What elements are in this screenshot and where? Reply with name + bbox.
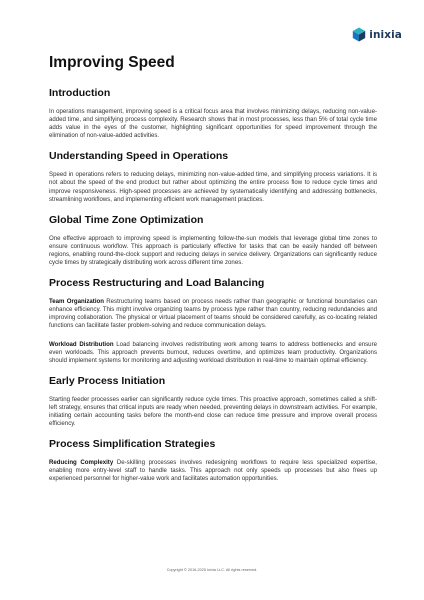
section [49, 87, 377, 140]
footer-copyright: Copyright © 2016-2025 Inixia LLC. All rights reserved. [166, 568, 258, 572]
section [49, 375, 377, 428]
page-title: Improving Speed [49, 54, 175, 71]
paragraph-text: Starting feeder processes earlier can significantly reduce cycle times. This proactive approach, sometimes called a shift-left strategy, ensures that critical inputs are ready when needed, preventing delays in downstream activities. For example, initiating certain accounting tasks before the month-end close can reduce time pressure and improve overall process efficiency. [49, 395, 377, 428]
section-paragraph [49, 235, 377, 267]
paragraph-text: One effective approach to improving speed is implementing follow-the-sun models that leverage global time zones to ensure continuous workflow. This approach is particularly effective for tasks that can be easily handed off between regions, enabling round-the-clock support and reducing delays in service delivery. Organizations can significantly reduce cycle times by strategically distributing work across different time zones. [49, 234, 377, 267]
section-paragraph [49, 459, 377, 483]
section [49, 150, 377, 203]
section [49, 438, 377, 483]
paragraph-lead: Reducing Complexity [49, 459, 114, 467]
section-paragraph [49, 171, 377, 203]
section-heading: Global Time Zone Optimization [49, 213, 204, 226]
paragraph-text: De-skilling processes involves redesigning workflows to require less specialized expertise, enabling more entry-level staff to handle tasks. This approach not only speeds up processes but also frees up experienced personnel for higher-value work and facilitates automation opportunities. [49, 459, 377, 483]
section-paragraph [49, 341, 377, 365]
section-paragraph [49, 396, 377, 428]
paragraph-text: In operations management, improving speed is a critical focus area that involves minimizing delays, reducing non-value-added time, and simplifying process complexity. Research shows that in most processes, less than 5% of total cycle time adds value in the eyes of the customer, highlighting significant opportunities for speed improvement through the elimination of non-value-added activities. [49, 108, 377, 140]
paragraph-lead: Team Organization [49, 298, 104, 306]
section-heading: Process Simplification Strategies [49, 438, 216, 451]
section [49, 277, 377, 365]
sections-container [49, 87, 377, 483]
cube-logo-icon [352, 27, 366, 42]
brand-name: inixia [369, 28, 402, 41]
paragraph-text: Load balancing involves redistributing work among teams to address bottlenecks and ensure even workloads. This approach prevents burnout, reduces overtime, and optimizes team productivity. Organizations should implement systems for monitoring and adjusting workload distribution in real-time to maintain optimal efficiency. [49, 340, 377, 364]
section-paragraph [49, 108, 377, 140]
paragraph-text: Restructuring teams based on process needs rather than geographic or functional boundaries can enhance efficiency. This might involve organizing teams by process type rather than country, reducing redundancies and improving collaboration. The physical or virtual placement of teams should be considered carefully, as co-locating related functions can facilitate faster problem-solving and reduce communication delays. [49, 298, 378, 330]
paragraph-text: Speed in operations refers to reducing delays, minimizing non-value-added time, and simplifying process variations. It is not about the speed of the end product but rather about optimizing the entire process flow to reduce cycle times and improve responsiveness. High-speed processes are achieved by systematically identifying and addressing bottlenecks, streamlining workflows, and implementing efficient work management practices. [49, 171, 377, 203]
document-body [49, 54, 377, 493]
section-heading: Introduction [49, 87, 111, 99]
section-heading: Understanding Speed in Operations [49, 150, 229, 163]
paragraph-lead: Workload Distribution [49, 340, 114, 348]
section-heading: Process Restructuring and Load Balancing [49, 277, 265, 290]
brand-logo [352, 27, 402, 42]
section [49, 214, 377, 267]
section-paragraph [49, 298, 377, 330]
section-heading: Early Process Initiation [49, 374, 166, 387]
